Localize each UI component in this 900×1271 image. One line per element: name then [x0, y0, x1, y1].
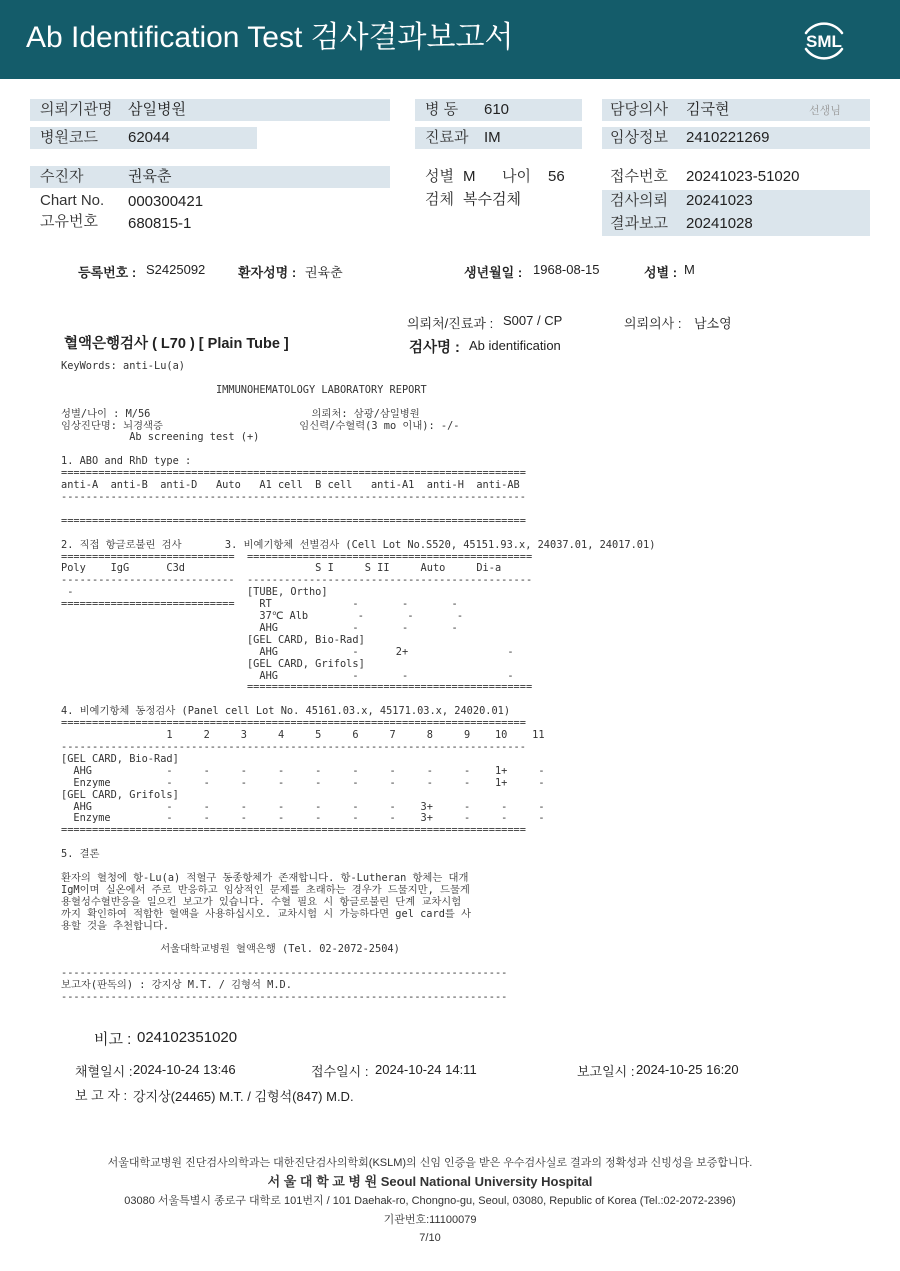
rsex-label: 성별 :	[644, 265, 678, 280]
sex-label: 성별	[425, 168, 454, 185]
receive-value: 2024-10-24 14:11	[375, 1062, 477, 1077]
dob-value: 1968-08-15	[533, 262, 600, 277]
hosp-code-label: 병원코드	[40, 129, 98, 146]
logo-text: SML	[806, 32, 842, 51]
dept-value: IM	[484, 129, 501, 146]
header-banner	[0, 0, 900, 79]
specimen-label: 검체	[425, 191, 454, 208]
collect-label: 채혈일시 :	[75, 1064, 133, 1079]
test-title: 혈액은행검사 ( L70 ) [ Plain Tube ]	[64, 336, 289, 352]
footer-hospital: 서 울 대 학 교 병 원 Seoul National University Hospital	[267, 1174, 593, 1189]
req-inst-label: 의뢰기관명	[40, 101, 113, 118]
doctor-suffix: 선생님	[809, 105, 841, 117]
footer-cert: 서울대학교병원 진단검사의학과는 대한진단검사의학회(KSLM)의 신임 인증을 받은 우수검사실로 결과의 정확성과 신빙성을 보증합니다.	[107, 1157, 753, 1169]
report-time-value: 2024-10-25 16:20	[636, 1062, 739, 1077]
report-time-label: 보고일시 :	[577, 1064, 635, 1079]
hosp-code-value: 62044	[128, 129, 170, 146]
dept-label: 진료과	[425, 129, 469, 146]
ward-value: 610	[484, 101, 510, 118]
patient-label: 수진자	[40, 168, 84, 185]
patient-value: 권육춘	[128, 168, 172, 185]
recv-no-value: 20241023-51020	[686, 168, 800, 185]
result-value: 20241028	[686, 215, 753, 232]
exam-req-label: 검사의뢰	[610, 192, 668, 209]
req-doc-label: 의뢰의사 :	[624, 316, 682, 331]
receive-label: 접수일시 :	[311, 1064, 369, 1079]
reg-label: 등록번호 :	[78, 265, 137, 280]
reporter-label: 보 고 자 :	[75, 1088, 128, 1103]
source-label: 의뢰처/진료과 :	[407, 316, 494, 331]
specimen-value: 복수검체	[463, 191, 521, 208]
req-inst-value: 삼일병원	[128, 101, 186, 118]
footer-address: 03080 서울특별시 종로구 대학로 101번지 / 101 Daehak-ro, Chongno-gu, Seoul, 03080, Republic of Korea (Tel.:02-2072-2396)	[124, 1195, 736, 1207]
age-value: 56	[548, 168, 565, 185]
clinical-label: 임상정보	[610, 129, 668, 146]
test-name-value: Ab identification	[469, 338, 561, 353]
pname-label: 환자성명 :	[238, 265, 297, 280]
footer-org-no: 기관번호:11100079	[383, 1214, 477, 1226]
result-label: 결과보고	[610, 215, 668, 232]
remarks-label: 비고 :	[94, 1031, 132, 1048]
sml-logo	[796, 13, 852, 65]
rsex-value: M	[684, 262, 695, 277]
chart-label: Chart No.	[40, 192, 105, 209]
uid-label: 고유번호	[40, 213, 98, 230]
dob-label: 생년월일 :	[464, 265, 523, 280]
chart-value: 000300421	[128, 193, 204, 210]
report-title: Ab Identification Test 검사결과보고서	[26, 21, 514, 54]
collect-value: 2024-10-24 13:46	[133, 1062, 236, 1077]
uid-value: 680815-1	[128, 215, 192, 232]
doctor-label: 담당의사	[610, 101, 668, 118]
recv-no-label: 접수번호	[610, 168, 668, 185]
doctor-value: 김국현	[686, 101, 730, 118]
exam-req-value: 20241023	[686, 192, 753, 209]
patient-bar	[30, 166, 390, 188]
reporter-value: 강지상(24465) M.T. / 김형석(847) M.D.	[133, 1089, 354, 1104]
sex-value: M	[463, 168, 476, 185]
lab-report-body: KeyWords: anti-Lu(a) IMMUNOHEMATOLOGY LABORATORY REPORT 성별/나이 : M/56 의뢰처: 삼광/삼일병원 임상진단명: 뇌경색증 임신력/수혈력(3 mo 이내): -/- Ab screening test (+) 1. ABO and RhD type : =========================================================================== anti-A anti-B anti-D Auto A1 cell B cell anti-A1 anti-H anti-AB --------------------------------------------------------------------------- =========================================================================== 2. 직접 항글로불린 검사 3. 비예기항체 선별검사 (Cell Lot No.S520, 45151.93.x, 24037.01, 24017.01) ============================ ============================================== Poly IgG C3d S I S II Auto Di-a ---------------------------- ---------------------------------------------- - [TUBE, Ortho] ============================ RT - - - 37℃ Alb - - - AHG - - - [GEL CARD, Bio-Rad] AHG - 2+ - [GEL CARD, Grifols] AHG - - - ============================================== 4. 비예기항체 동정검사 (Panel cell Lot No. 45161.03.x, 45171.03.x, 24020.01) =========================================================================== 1 2 3 4 5 6 7 8 9 10 11 --------------------------------------------------------------------------- [GEL CARD, Bio-Rad] AHG - - - - - - - - - 1+ - Enzyme - - - - - - - - - 1+ - [GEL CARD, Grifols] AHG - - - - - - - 3+ - - - Enzyme - - - - - - - 3+ - - - =========================================================================== 5. 결론 환자의 혈청에 항-Lu(a) 적혈구 동종항체가 존재합니다. 항-Lutheran 항체는 대개 IgM이며 실온에서 주로 반응하고 임상적인 문제를 초래하는 경우가 드물지만, 드물게 용혈성수혈반응을 일으킨 보고가 있습니다. 수혈 필요 시 항글로불린 단계 교차시험 까지 확인하여 적합한 혈액을 사용하십시오. 교차시험 시 가능하다면 gel card를 사 용할 것을 추천합니다. 서울대학교병원 혈액은행 (Tel. 02-2072-2504) ------------------------------------------------------------------------ 보고자(판독의) : 강지상 M.T. / 김형석 M.D. ------------------------------------------------------------------------	[61, 360, 656, 1004]
ward-label: 병 동	[425, 101, 459, 118]
remarks-value: 024102351020	[137, 1029, 238, 1046]
test-name-label: 검사명 :	[409, 340, 460, 356]
age-label: 나이	[502, 168, 531, 185]
source-value: S007 / CP	[503, 313, 563, 328]
pname-value: 권육춘	[305, 265, 343, 280]
page-number: 7/10	[419, 1232, 441, 1244]
clinical-value: 2410221269	[686, 129, 770, 146]
reg-value: S2425092	[146, 262, 206, 277]
req-doc-value: 남소영	[694, 316, 732, 331]
